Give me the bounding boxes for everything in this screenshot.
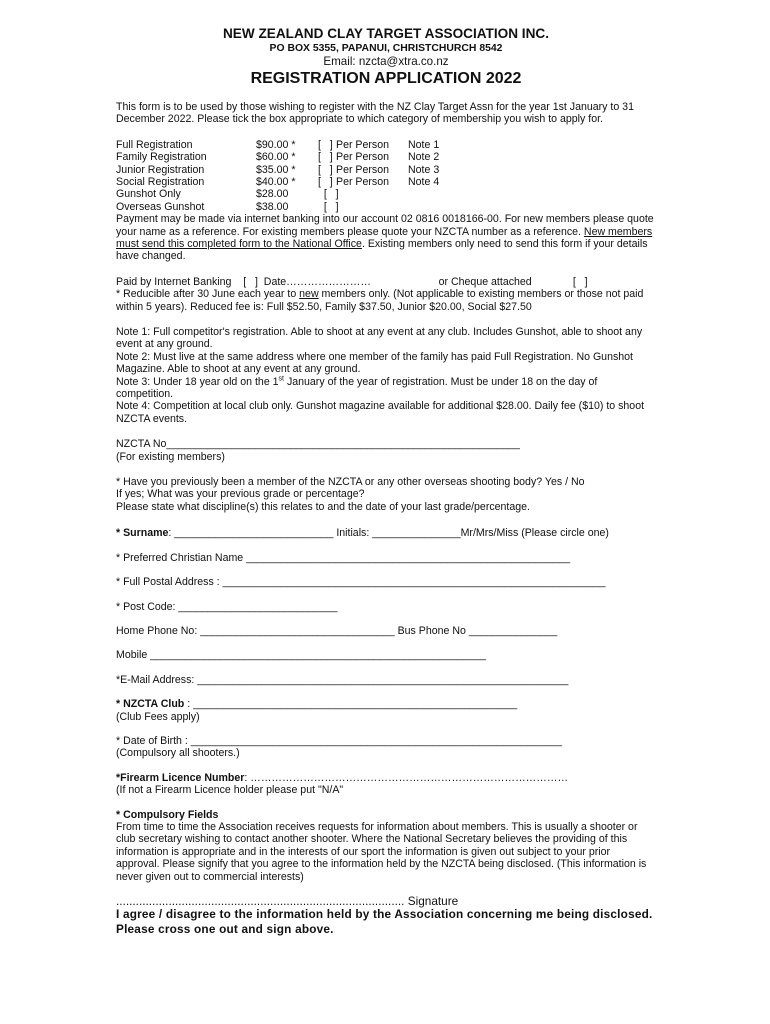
fee-name: Overseas Gunshot	[116, 200, 205, 213]
surname-field[interactable]	[116, 527, 656, 539]
surname-rest[interactable]: : ___________________________ Initials: _______________Mr/Mrs/Miss (Please circle one)	[168, 527, 609, 540]
fee-note: Note 3	[408, 163, 440, 176]
payment-underline: New members must send this completed form to the National Office	[116, 225, 653, 250]
surname-label: * Surname	[116, 527, 169, 540]
signature-line[interactable]: ........................................................................................ Signature	[116, 894, 459, 908]
nzcta-number-sub: (For existing members)	[116, 450, 225, 463]
fee-name: Gunshot Only	[116, 188, 181, 201]
org-email: Email: nzcta@xtra.co.nz	[323, 55, 449, 68]
fee-row	[116, 188, 656, 200]
email-field[interactable]: *E-Mail Address: _______________________________________________________________	[116, 673, 569, 686]
fee-name: Full Registration	[116, 138, 193, 151]
mobile-field[interactable]: Mobile _________________________________________________________	[116, 649, 486, 662]
fee-per: Per Person	[336, 138, 389, 151]
agree-statement: I agree / disagree to the information held by the Association concerning me being disclosed.	[116, 907, 653, 922]
fee-amount: $40.00 *	[256, 175, 296, 188]
fee-checkbox[interactable]: [ ]	[318, 200, 339, 213]
discipline-question: Please state what discipline(s) this relates to and the date of your last grade/percentage.	[116, 500, 530, 513]
note-3-text: Note 3: Under 18 year old on the 1	[116, 375, 279, 388]
payment-text-2: . Existing members only need to send this form if your details have changed.	[116, 237, 648, 263]
christian-name-field[interactable]: * Preferred Christian Name _______________________________________________________	[116, 551, 571, 564]
fee-row	[116, 176, 656, 188]
note-4: Note 4: Competition at local club only. Gunshot magazine available for additional $28.00. Daily fee ($10) to shoot NZCTA events.	[116, 400, 645, 425]
org-name: NEW ZEALAND CLAY TARGET ASSOCIATION INC.	[222, 26, 549, 41]
note-3-sup: st	[278, 375, 284, 383]
registration-form	[116, 26, 656, 936]
dob-sub: (Compulsory all shooters.)	[116, 747, 240, 760]
compulsory-text: From time to time the Association receives requests for information about members. This is usually a shooter or club secretary wishing to contact another shooter. Where the National Secretary believes the providing of this information is appropriate and in the interests of our sport the information is given out subject to your prior approval. Please signify that you agree to the information held by the NZCTA being disclosed. (This information is never given out to commercial interests)	[116, 820, 647, 883]
fee-checkbox[interactable]: [ ]	[318, 188, 339, 201]
fee-amount: $90.00 *	[256, 138, 296, 151]
club-field[interactable]	[116, 698, 656, 710]
phone-field[interactable]: Home Phone No: _________________________________ Bus Phone No _______________	[116, 624, 558, 637]
payment-text: Payment may be made via internet banking into our account 02 0816 0018166-00. For new members please quote your name as a reference. For existing members please quote your NZCTA number as a reference.	[116, 213, 654, 238]
fee-checkbox[interactable]: [ ]	[318, 163, 333, 176]
fee-row	[116, 164, 656, 176]
previous-grade-question: If yes; What was your previous grade or percentage?	[116, 488, 365, 501]
fee-per: Per Person	[336, 163, 389, 176]
reduce-text: * Reducible after 30 June each year to	[116, 288, 300, 301]
reduce-new: new	[299, 288, 319, 301]
dob-field[interactable]: * Date of Birth : _______________________________________________________________	[116, 734, 562, 747]
cross-instruction: Please cross one out and sign above.	[116, 921, 334, 936]
fee-row	[116, 201, 656, 213]
payment-info	[116, 213, 656, 263]
fee-table	[116, 139, 656, 213]
previous-member-question[interactable]: * Have you previously been a member of the NZCTA or any other overseas shooting body? Yes / No	[116, 476, 585, 489]
fee-amount: $35.00 *	[256, 163, 296, 176]
note-3	[116, 376, 656, 401]
fee-amount: $60.00 *	[256, 151, 296, 164]
fee-per: Per Person	[336, 151, 389, 164]
reducible-note	[116, 288, 656, 313]
fee-row	[116, 151, 656, 163]
firearm-sub: (If not a Firearm Licence holder please put "N/A"	[116, 784, 344, 797]
note-3-text-2: January of the year of registration. Must be under 18 on the day of competition.	[116, 375, 598, 401]
fee-row	[116, 139, 656, 151]
club-rest[interactable]: : _______________________________________________________	[184, 698, 518, 711]
fee-name: Social Registration	[116, 175, 205, 188]
note-1: Note 1: Full competitor's registration. Able to shoot at any event at any club. Includes Gunshot, able to shoot any event at any ground.	[116, 326, 643, 351]
nzcta-number-field[interactable]: NZCTA No____________________________________________________________	[116, 438, 520, 451]
fee-note: Note 4	[408, 175, 440, 188]
fee-checkbox[interactable]: [ ]	[318, 138, 333, 151]
fee-amount: $28.00	[256, 188, 289, 201]
fee-per: Per Person	[336, 175, 389, 188]
firearm-rest[interactable]: : ………………………………………………………………………………	[244, 771, 569, 784]
firearm-field[interactable]	[116, 772, 656, 784]
fee-name: Junior Registration	[116, 163, 205, 176]
club-label: * NZCTA Club	[116, 698, 185, 711]
fee-name: Family Registration	[116, 151, 207, 164]
note-2: Note 2: Must live at the same address where one member of the family has paid Full Registration. No Gunshot Magazine. Able to shoot at any event at any ground.	[116, 350, 633, 376]
fee-checkbox[interactable]: [ ]	[318, 175, 333, 188]
org-address: PO BOX 5355, PAPANUI, CHRISTCHURCH 8542	[269, 43, 503, 54]
fee-note: Note 1	[408, 138, 440, 151]
fee-note: Note 2	[408, 151, 440, 164]
intro-text: This form is to be used by those wishing to register with the NZ Clay Target Assn for the year 1st January to 31 December 2022. Please tick the box appropriate to which category of membership you wish to apply for.	[116, 101, 634, 126]
compulsory-title: * Compulsory Fields	[116, 808, 219, 821]
paid-by-line: Paid by Internet Banking [ ] Date…………………… or Cheque attached [ ]	[116, 275, 588, 288]
club-sub: (Club Fees apply)	[116, 710, 200, 723]
firearm-label: *Firearm Licence Number	[116, 771, 245, 784]
post-code-field[interactable]: * Post Code: ___________________________	[116, 600, 338, 613]
postal-address-field[interactable]: * Full Postal Address : _________________________________________________________________	[116, 576, 606, 589]
fee-checkbox[interactable]: [ ]	[318, 151, 333, 164]
reduce-text-2: members only. (Not applicable to existing members or those not paid within 5 years). Reduced fee is: Full $52.50, Family $37.50, Junior $20.00, Social $27.50	[116, 288, 644, 313]
fee-amount: $38.00	[256, 200, 289, 213]
form-title: REGISTRATION APPLICATION 2022	[250, 70, 522, 87]
